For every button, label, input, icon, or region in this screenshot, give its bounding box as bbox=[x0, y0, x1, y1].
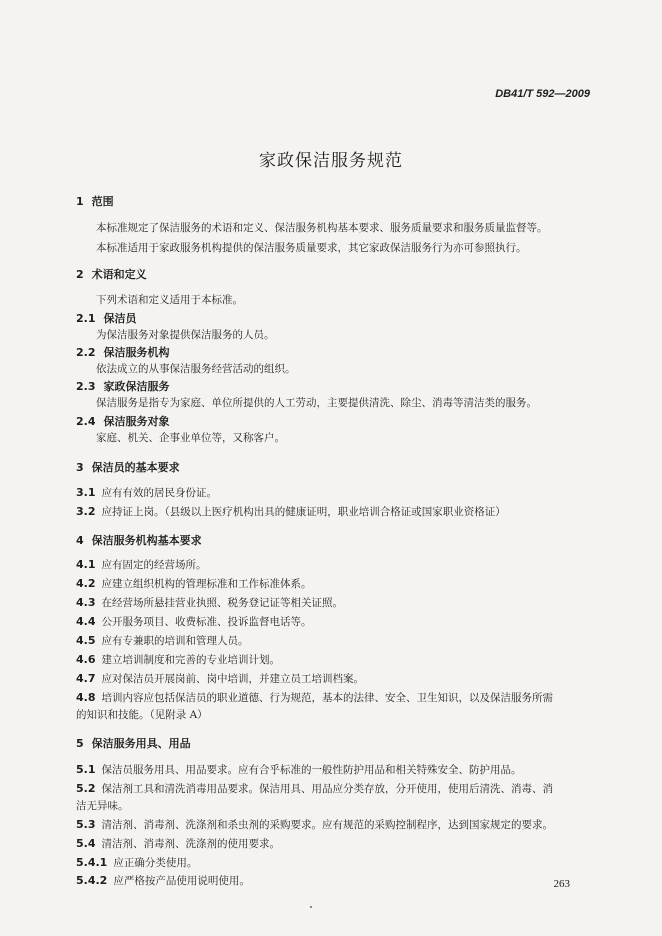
item-text: 保洁剂工具和清洗消毒用品要求。保洁用具、用品应分类存放，分开使用，使用后清洗、消毒、消 bbox=[101, 783, 553, 795]
section-number: 4 bbox=[76, 534, 84, 547]
section-2-heading bbox=[76, 266, 147, 282]
item-text: 建立培训制度和完善的专业培训计划。 bbox=[101, 654, 280, 666]
paragraph: 下列术语和定义适用于本标准。 bbox=[96, 294, 243, 306]
list-item bbox=[76, 873, 250, 888]
item-number: 4.5 bbox=[76, 634, 96, 647]
item-text: 清洁剂、消毒剂、洗涤剂的使用要求。 bbox=[101, 838, 280, 850]
section-title: 范围 bbox=[91, 195, 114, 208]
term-name: 家政保洁服务 bbox=[103, 380, 170, 393]
list-item bbox=[76, 576, 312, 591]
term-name: 保洁服务对象 bbox=[103, 415, 170, 428]
list-item bbox=[76, 690, 553, 705]
section-3-heading bbox=[76, 459, 180, 475]
term-name: 保洁员 bbox=[103, 312, 137, 325]
list-item bbox=[76, 614, 312, 629]
item-number: 5.4.1 bbox=[76, 856, 108, 869]
item-number: 4.1 bbox=[76, 558, 96, 571]
paragraph: 本标准适用于家政服务机构提供的保洁服务质量要求，其它家政保洁服务行为亦可参照执行。 bbox=[96, 242, 527, 254]
list-item bbox=[76, 762, 522, 777]
item-text-continued: 的知识和技能。（见附录 A） bbox=[76, 709, 208, 721]
item-text: 应正确分类使用。 bbox=[113, 857, 198, 869]
item-text: 应严格按产品使用说明使用。 bbox=[113, 875, 250, 887]
term-number: 2.4 bbox=[76, 415, 96, 428]
item-text: 清洁剂、消毒剂、洗涤剂和杀虫剂的采购要求。应有规范的采购控制程序，达到国家规定的要求。 bbox=[101, 819, 553, 831]
section-number: 5 bbox=[76, 737, 84, 750]
section-number: 2 bbox=[76, 268, 84, 281]
item-text: 应有固定的经营场所。 bbox=[101, 559, 207, 571]
term-definition: 家庭、机关、企事业单位等，又称客户。 bbox=[96, 432, 285, 444]
item-text: 培训内容应包括保洁员的职业道德、行为规范，基本的法律、安全、卫生知识，以及保洁服务所需 bbox=[101, 692, 553, 704]
term-definition: 为保洁服务对象提供保洁服务的人员。 bbox=[96, 329, 275, 341]
section-1-heading bbox=[76, 193, 114, 209]
item-text: 公开服务项目、收费标准、投诉监督电话等。 bbox=[101, 616, 312, 628]
list-item bbox=[76, 652, 280, 667]
list-item bbox=[76, 485, 217, 500]
term-heading bbox=[76, 310, 137, 326]
item-text: 在经营场所悬挂营业执照、税务登记证等相关证照。 bbox=[101, 597, 343, 609]
list-item bbox=[76, 781, 553, 796]
item-number: 5.1 bbox=[76, 763, 96, 776]
section-number: 1 bbox=[76, 195, 84, 208]
section-5-heading bbox=[76, 735, 191, 751]
term-heading bbox=[76, 344, 170, 360]
list-item bbox=[76, 557, 207, 572]
item-number: 4.8 bbox=[76, 691, 96, 704]
item-number: 4.2 bbox=[76, 577, 96, 590]
term-definition: 保洁服务是指专为家庭、单位所提供的人工劳动，主要提供清洗、除尘、消毒等清洁类的服务。 bbox=[96, 397, 537, 409]
list-item bbox=[76, 855, 197, 870]
item-number: 4.7 bbox=[76, 672, 96, 685]
list-item bbox=[76, 504, 506, 519]
term-name: 保洁服务机构 bbox=[103, 346, 170, 359]
list-item bbox=[76, 836, 280, 851]
item-number: 3.2 bbox=[76, 505, 96, 518]
scan-speck bbox=[310, 906, 312, 908]
section-4-heading bbox=[76, 532, 202, 548]
term-heading bbox=[76, 413, 170, 429]
list-item bbox=[76, 595, 343, 610]
item-text: 应持证上岗。（县级以上医疗机构出具的健康证明，职业培训合格证或国家职业资格证） bbox=[101, 506, 506, 518]
list-item bbox=[76, 817, 553, 832]
section-title: 术语和定义 bbox=[91, 268, 147, 281]
item-text-continued: 洁无异味。 bbox=[76, 800, 129, 812]
document-title: 家政保洁服务规范 bbox=[259, 151, 403, 171]
item-number: 5.4.2 bbox=[76, 874, 108, 887]
item-number: 4.4 bbox=[76, 615, 96, 628]
paragraph: 本标准规定了保洁服务的术语和定义、保洁服务机构基本要求、服务质量要求和服务质量监督等。 bbox=[96, 222, 548, 234]
item-number: 4.3 bbox=[76, 596, 96, 609]
item-text: 保洁员服务用具、用品要求。应有合乎标准的一般性防护用品和相关特殊安全、防护用品。 bbox=[101, 764, 522, 776]
list-item bbox=[76, 633, 249, 648]
item-number: 4.6 bbox=[76, 653, 96, 666]
section-title: 保洁员的基本要求 bbox=[91, 461, 180, 474]
section-title: 保洁服务机构基本要求 bbox=[91, 534, 202, 547]
section-number: 3 bbox=[76, 461, 84, 474]
term-number: 2.2 bbox=[76, 346, 96, 359]
list-item bbox=[76, 671, 364, 686]
item-text: 应有有效的居民身份证。 bbox=[101, 487, 217, 499]
term-number: 2.1 bbox=[76, 312, 96, 325]
item-text: 应对保洁员开展岗前、岗中培训，并建立员工培训档案。 bbox=[101, 673, 364, 685]
item-text: 应有专兼职的培训和管理人员。 bbox=[101, 635, 249, 647]
term-number: 2.3 bbox=[76, 380, 96, 393]
term-heading bbox=[76, 378, 170, 394]
page-number: 263 bbox=[553, 878, 570, 890]
standard-number: DB41/T 592—2009 bbox=[495, 88, 590, 100]
item-text: 应建立组织机构的管理标准和工作标准体系。 bbox=[101, 578, 312, 590]
term-definition: 依法成立的从事保洁服务经营活动的组织。 bbox=[96, 363, 296, 375]
item-number: 5.2 bbox=[76, 782, 96, 795]
item-number: 5.4 bbox=[76, 837, 96, 850]
item-number: 5.3 bbox=[76, 818, 96, 831]
section-title: 保洁服务用具、用品 bbox=[91, 737, 191, 750]
item-number: 3.1 bbox=[76, 486, 96, 499]
